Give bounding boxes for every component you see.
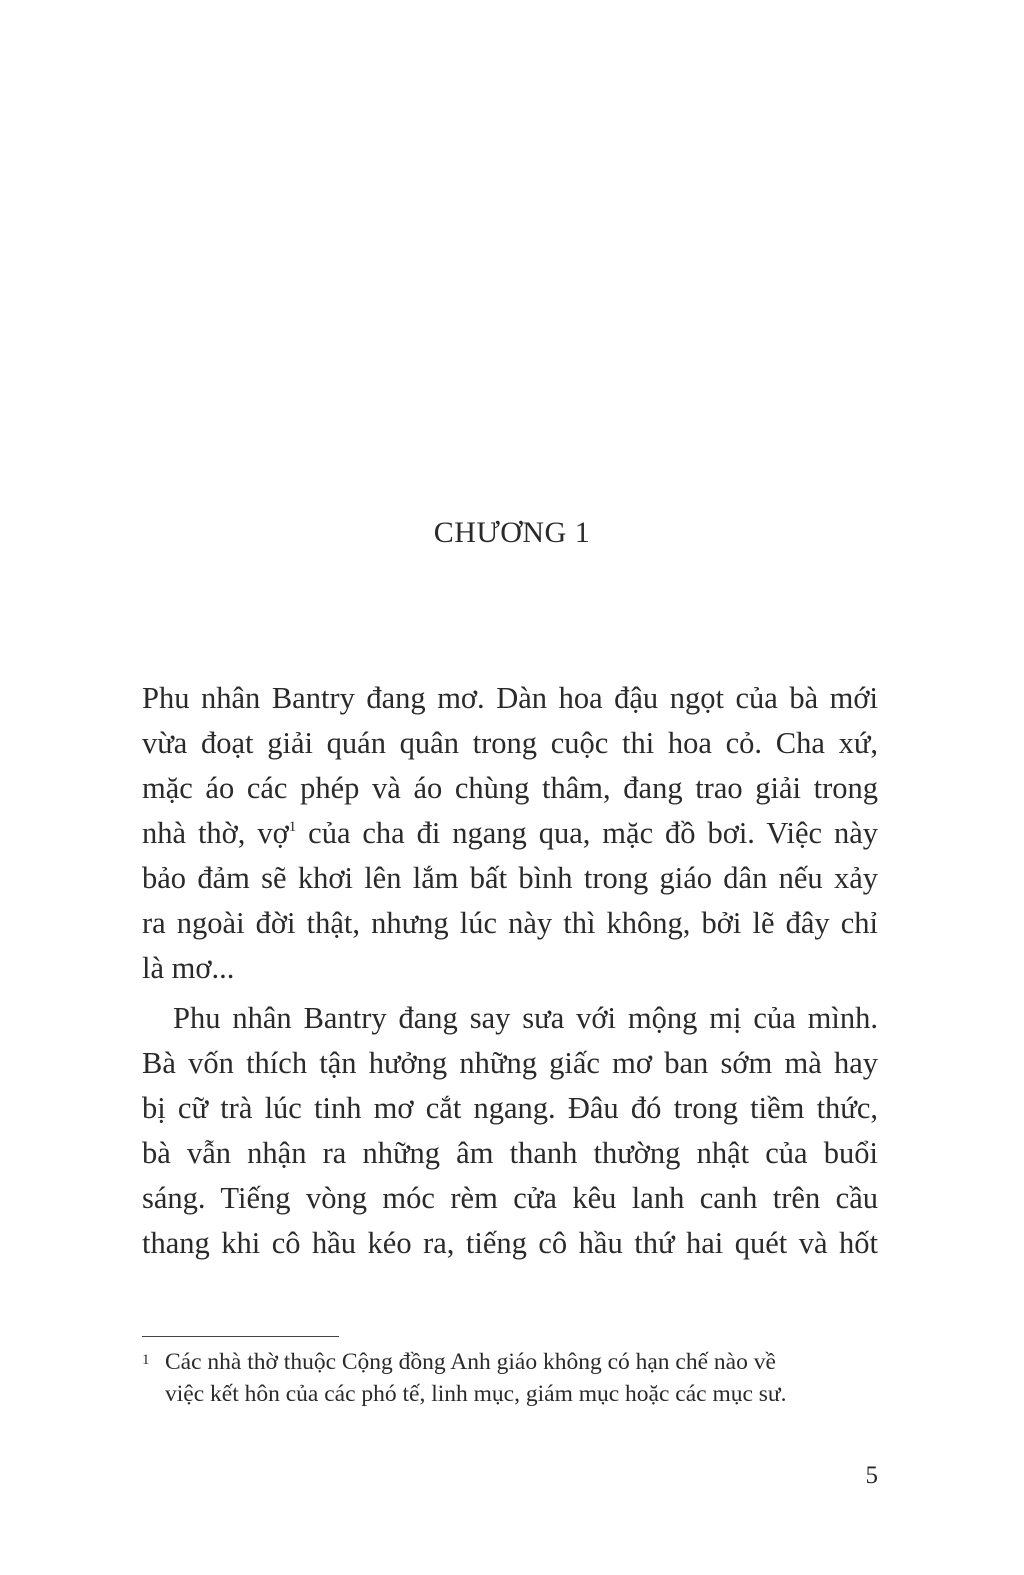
text-line: Phu nhân Bantry đang mơ. Dàn hoa đậu ngọt của bà mới [142, 681, 878, 715]
text-line-with-footnote-ref [142, 811, 878, 856]
text-line: là mơ... [142, 951, 235, 985]
footnote-number: 1 [142, 1352, 150, 1368]
text-line: sáng. Tiếng vòng móc rèm cửa kêu lanh canh trên cầu [142, 1181, 878, 1215]
text-line: Phu nhân Bantry đang say sưa với mộng mị của mình. [173, 1001, 878, 1035]
text-segment: của cha đi ngang qua, mặc đồ bơi. Việc này [296, 816, 878, 850]
chapter-title: CHƯƠNG 1 [433, 516, 591, 549]
text-line: mặc áo các phép và áo chùng thâm, đang trao giải trong [142, 771, 878, 805]
text-line: bị cữ trà lúc tinh mơ cắt ngang. Đâu đó trong tiềm thức, [142, 1091, 878, 1125]
body-text [142, 676, 878, 1266]
text-line: vừa đoạt giải quán quân trong cuộc thi hoa cỏ. Cha xứ, [142, 726, 878, 760]
text-line: ra ngoài đời thật, nhưng lúc này thì không, bởi lẽ đây chỉ [142, 906, 878, 940]
text-line: bà vẫn nhận ra những âm thanh thường nhật của buổi [142, 1136, 878, 1170]
text-segment: nhà thờ, vợ [142, 816, 289, 850]
footnote-reference: 1 [288, 819, 297, 835]
text-line: Bà vốn thích tận hưởng những giấc mơ ban sớm mà hay [142, 1046, 878, 1080]
footnote-line: việc kết hôn của các phó tế, linh mục, giám mục hoặc các mục sư. [165, 1381, 787, 1407]
page-number: 5 [865, 1462, 878, 1489]
footnote-divider [142, 1336, 339, 1337]
text-line: thang khi cô hầu kéo ra, tiếng cô hầu thứ hai quét và hốt [142, 1226, 878, 1260]
paragraph-2 [142, 996, 878, 1266]
footnote [142, 1346, 882, 1410]
paragraph-1 [142, 676, 878, 991]
footnote-line: Các nhà thờ thuộc Cộng đồng Anh giáo không có hạn chế nào về [165, 1349, 776, 1375]
text-line: bảo đảm sẽ khơi lên lắm bất bình trong giáo dân nếu xảy [142, 861, 878, 895]
